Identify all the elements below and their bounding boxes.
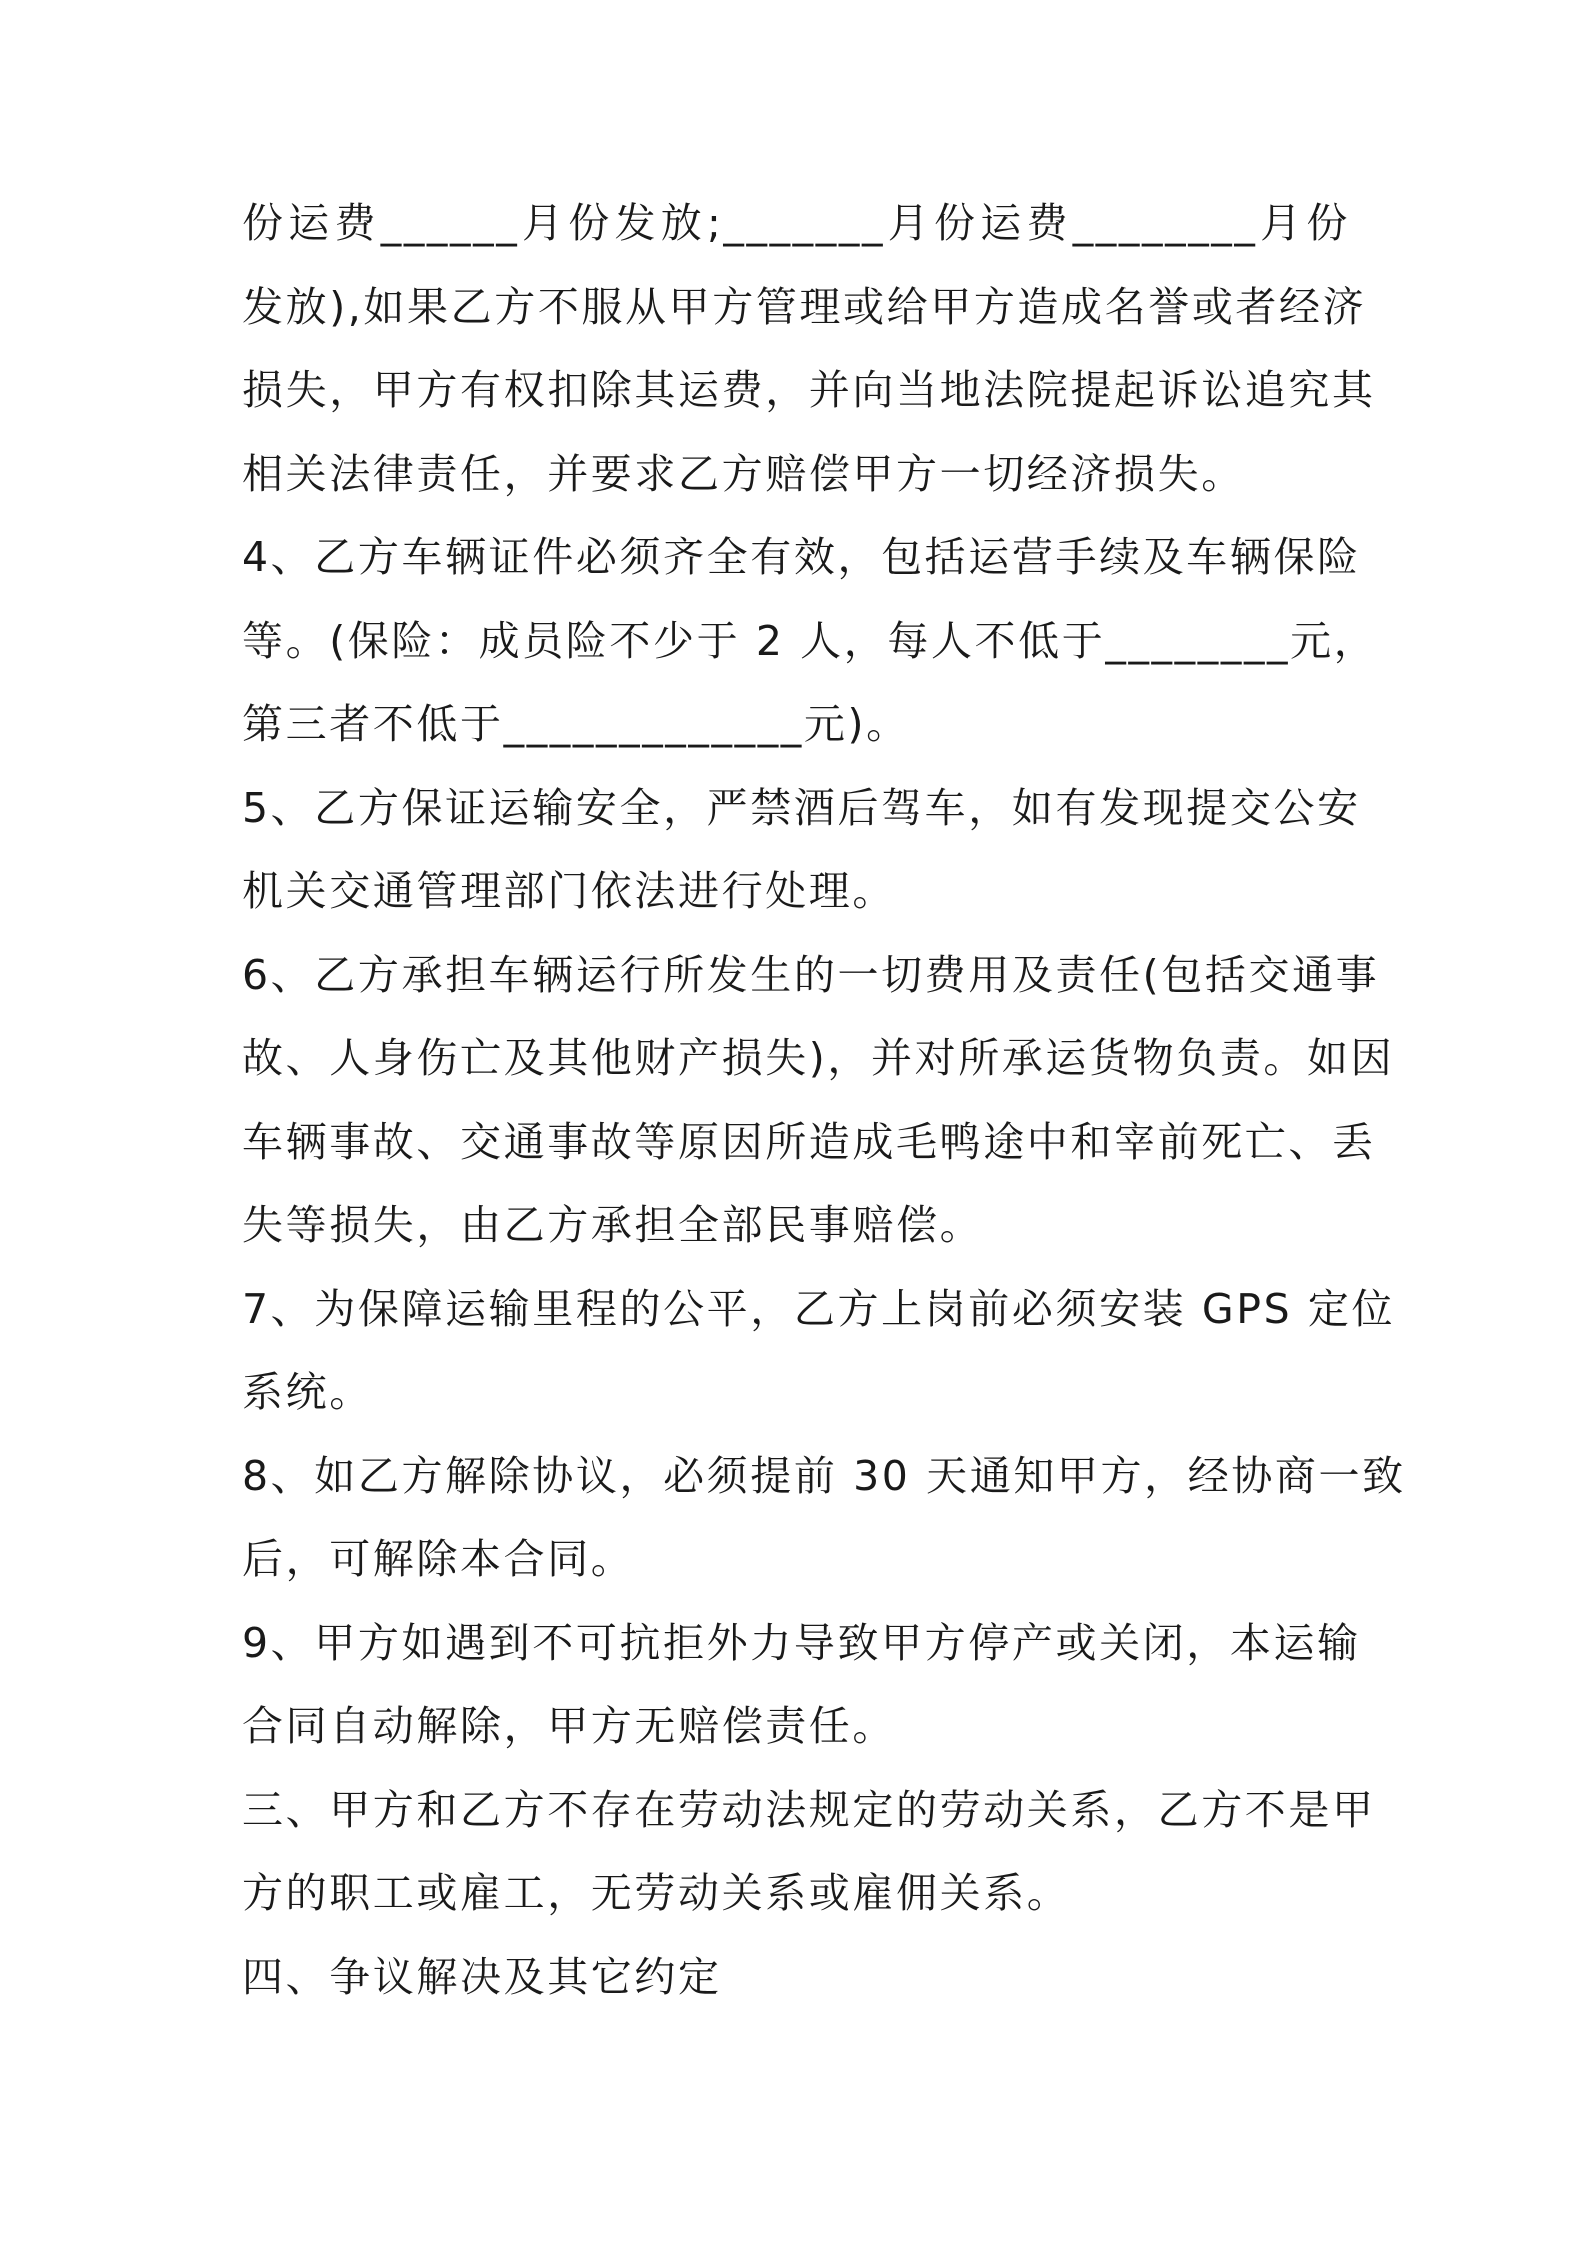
- text-line: 失等损失，由乙方承担全部民事赔偿。: [242, 1201, 984, 1249]
- text-line: 4、乙方车辆证件必须齐全有效，包括运营手续及车辆保险: [242, 533, 1361, 581]
- text-line: 系统。: [242, 1368, 373, 1416]
- section-heading: 四、争议解决及其它约定: [242, 1952, 722, 2001]
- text-line: 后，可解除本合同。: [242, 1535, 635, 1583]
- text-line: 机关交通管理部门依法进行处理。: [242, 867, 896, 915]
- text-line: 三、甲方和乙方不存在劳动法规定的劳动关系，乙方不是甲: [242, 1785, 1376, 1834]
- text-line: 相关法律责任，并要求乙方赔偿甲方一切经济损失。: [242, 449, 1245, 498]
- text-line: 方的职工或雇工，无劳动关系或雇佣关系。: [242, 1869, 1071, 1917]
- text-line: 发放),如果乙方不服从甲方管理或给甲方造成名誉或者经济: [242, 282, 1367, 331]
- text-line: 份运费______月份发放;_______月份运费________月份: [242, 199, 1350, 247]
- document-body: [242, 182, 1406, 2019]
- text-line: 8、如乙方解除协议，必须提前 30 天通知甲方，经协商一致: [242, 1451, 1406, 1500]
- text-line: 5、乙方保证运输安全，严禁酒后驾车，如有发现提交公安: [242, 783, 1361, 832]
- text-line: 7、为保障运输里程的公平，乙方上岗前必须安装 GPS 定位: [242, 1284, 1396, 1333]
- text-line: 9、甲方如遇到不可抗拒外力导致甲方停产或关闭，本运输: [242, 1618, 1361, 1667]
- text-line: 6、乙方承担车辆运行所发生的一切费用及责任(包括交通事: [242, 950, 1380, 999]
- text-line: 合同自动解除，甲方无赔偿责任。: [242, 1702, 896, 1750]
- text-line: 损失，甲方有权扣除其运费，并向当地法院提起诉讼追究其: [242, 366, 1376, 414]
- text-line: 等。(保险：成员险不少于 2 人，每人不低于________元，: [242, 616, 1378, 665]
- text-line: 车辆事故、交通事故等原因所造成毛鸭途中和宰前死亡、丢: [242, 1117, 1376, 1166]
- text-line: 第三者不低于_____________元)。: [242, 700, 910, 748]
- text-line: 故、人身伤亡及其他财产损失)，并对所承运货物负责。如因: [242, 1034, 1395, 1082]
